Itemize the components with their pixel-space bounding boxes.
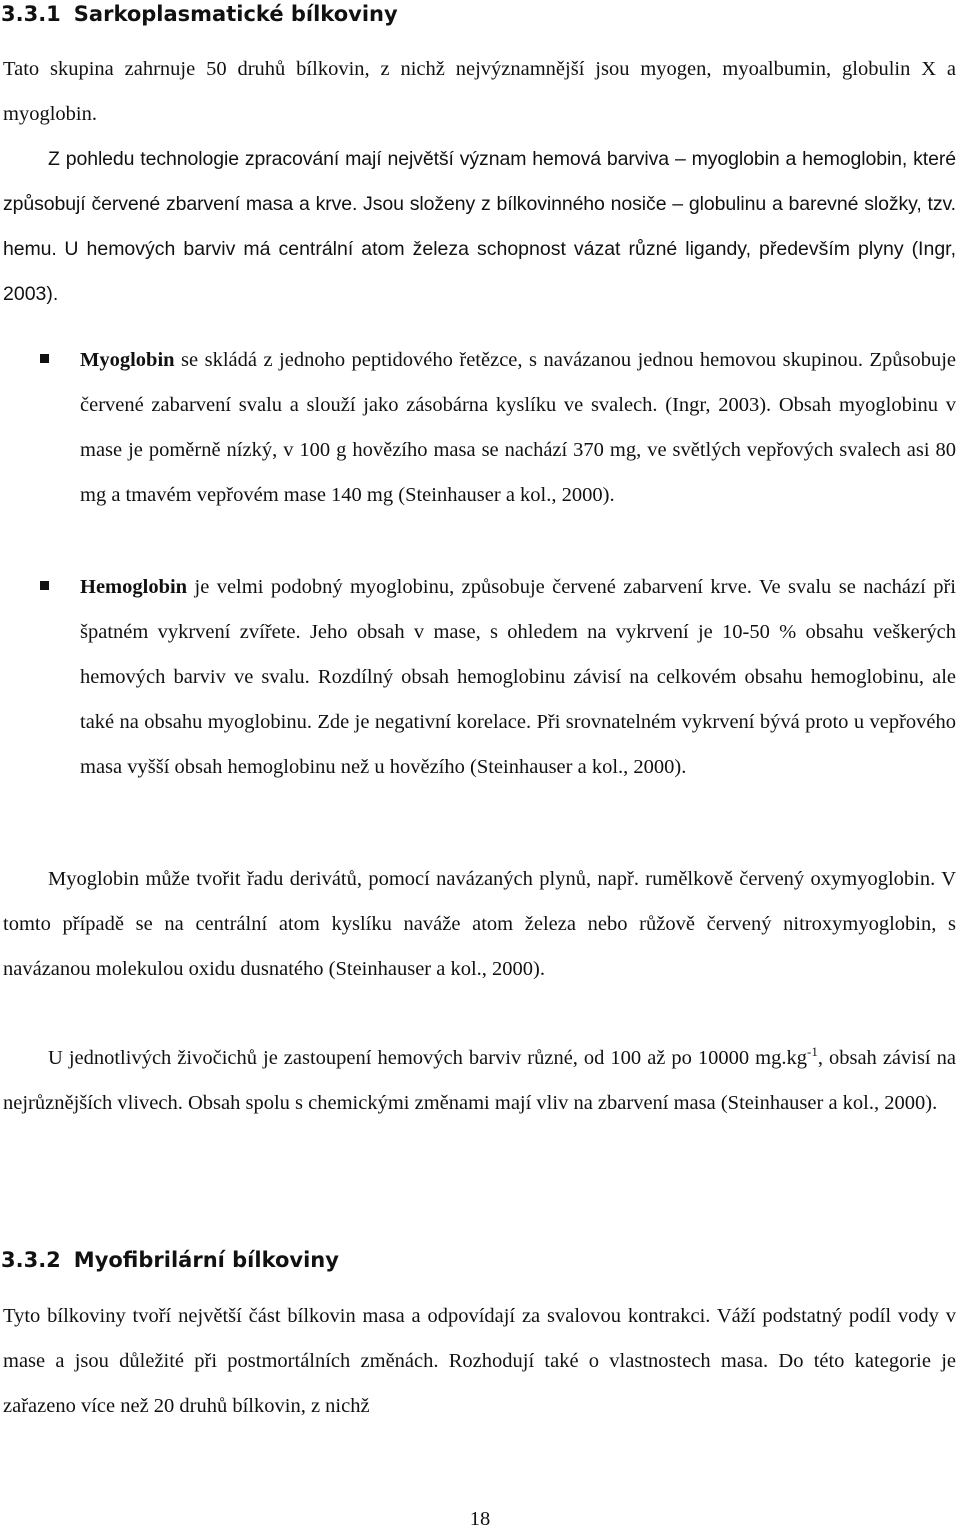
superscript-exponent: -1 [807,1044,818,1060]
list-item-term: Myoglobin [80,349,175,371]
paragraph-species-text-b: , obsah závisí na nejrůznějších vlivech. Obsah spolu s chemickými změnami mají vliv na zbarvení masa (Steinhauser a kol., 2000). [3,1047,956,1114]
list-item-body: je velmi podobný myoglobinu, způsobuje červené zabarvení krve. Ve svalu se nachází při špatném vykrvení zvířete. Jeho obsah v mase, s ohledem na vykrvení je 10-50 % obsahu veškerých hemových barviv ve svalu. Rozdílný obsah hemoglobinu závisí na celkovém obsahu hemoglobinu, ale také na obsahu myoglobinu. Zde je negativní korelace. Při srovnatelném vykrvení bývá proto u vepřového masa vyšší obsah hemoglobinu než u hovězího (Steinhauser a kol., 2000). [80,576,956,778]
section-number: 3.3.2 [1,1248,61,1272]
list-item-term: Hemoglobin [80,576,188,598]
paragraph-species-text-a: U jednotlivých živočichů je zastoupení hemových barviv různé, od 100 až po 10000 mg.kg [48,1047,807,1069]
page-number: 18 [469,1508,491,1530]
paragraph-derivatives: Myoglobin může tvořit řadu derivátů, pomocí navázaných plynů, např. rumělkově červený oxymyoglobin. V tomto případě se na centrální atom kyslíku naváže atom železa nebo růžově červený nitroxymyoglobin, s navázanou molekulou oxidu dusnatého (Steinhauser a kol., 2000). [3,868,956,980]
paragraph-heme-text-b: Jsou složeny z bílkovinného nosiče – globulinu a barevné složky, tzv. hemu. [3,193,956,260]
section-heading-3-3-2 [1,1246,339,1274]
section-heading-3-3-1 [1,0,398,28]
list-item-text [80,338,956,518]
section-title: Sarkoplasmatické bílkoviny [73,2,398,26]
paragraph-myofibrillar: Tyto bílkoviny tvoří největší část bílkovin masa a odpovídají za svalovou kontrakci. Váží podstatný podíl vody v mase a jsou důležité při postmortálních změnách. Rozhodují také o vlastnostech masa. Do této kategorie je zařazeno více než 20 druhů bílkovin, z nichž [3,1305,956,1417]
section-title: Myofibrilární bílkoviny [73,1248,339,1272]
section-number: 3.3.1 [1,2,61,26]
paragraph-heme-text-c: U hemových barviv má centrální atom železa schopnost vázat různé ligandy, především plyny (Ingr, 2003). [3,238,957,305]
list-item-text [80,565,956,790]
paragraph-heme-pigments [3,137,956,317]
paragraph-species-content [3,1036,956,1126]
bullet-square-icon [40,354,49,363]
paragraph-heme-text-a: Z pohledu technologie zpracování mají největší význam hemová barviva – myoglobin a hemoglobin, které způsobují červené zbarvení masa a krve. [3,148,956,215]
list-item-body: se skládá z jednoho peptidového řetězce, s navázanou jednou hemovou skupinou. Způsobuje červené zabarvení svalu a slouží jako zásobárna kyslíku ve svalech. (Ingr, 2003). Obsah myoglobinu v mase je poměrně nízký, v 100 g hovězího masa se nachází 370 mg, ve světlých vepřových svalech asi 80 mg a tmavém vepřovém mase 140 mg (Steinhauser a kol., 2000). [80,349,956,506]
paragraph-intro: Tato skupina zahrnuje 50 druhů bílkovin, z nichž nejvýznamnější jsou myogen, myoalbumin, globulin X a myoglobin. [3,58,956,125]
bullet-square-icon [40,581,49,590]
